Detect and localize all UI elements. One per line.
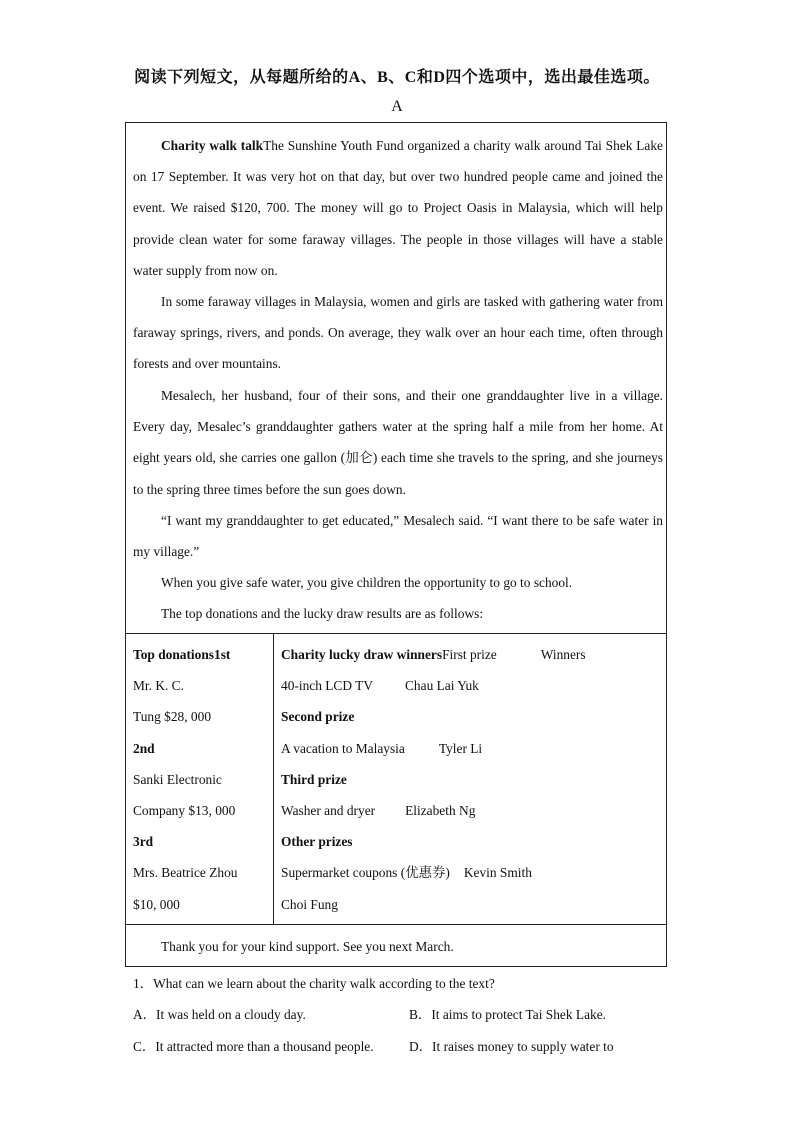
lucky-draw-heading: Charity lucky draw winners xyxy=(281,647,443,662)
paragraph-2: In some faraway villages in Malaysia, women and girls are tasked with gathering water from faraway springs, rivers, and ponds. On average, they walk over an hour each time, often through forests and over mountains. xyxy=(133,294,663,372)
table-bottom-divider xyxy=(126,924,666,925)
question-1-stem: 1．What can we learn about the charity walk according to the text? xyxy=(133,976,495,991)
instruction: 阅读下列短文，从每题所给的A、B、C和D四个选项中，选出最佳选项。 xyxy=(134,69,660,86)
paragraph-5: When you give safe water, you give children the opportunity to go to school. xyxy=(161,575,573,590)
option-b[interactable]: B．It aims to protect Tai Shek Lake. xyxy=(409,1007,607,1022)
table-top-divider xyxy=(126,633,666,634)
lucky-draw-cell: Charity lucky draw winnersFirst prize Winners 40-inch LCD TV Chau Lai Yuk Second prize A vacation to Malaysia Tyler Li Third prize Washer and dryer Elizabeth Ng Other prizes Supermarket coupons (优惠券) Kevin Smith Choi Fung xyxy=(281,647,586,912)
table-column-divider xyxy=(273,633,274,924)
donations-cell: Top donations1st Mr. K. C. Tung $28, 000 2nd Sanki Electronic Company $13, 000 3rd Mrs. Beatrice Zhou $10, 000 xyxy=(133,647,238,912)
passage-box xyxy=(125,122,667,967)
option-a[interactable]: A．It was held on a cloudy day. xyxy=(133,1007,306,1022)
paragraph-1: Charity walk talkThe Sunshine Youth Fund organized a charity walk around Tai Shek Lake on 17 September. It was very hot on that day, but over two hundred people came and joined the event. We raised $120, 700. The money will go to Project Oasis in Malaysia, which will help provide clean water for some faraway villages. The people in those villages will have a stable water supply from now on. xyxy=(133,138,663,278)
paragraph-3: Mesalech, her husband, four of their sons, and their one granddaughter live in a village. Every day, Mesalec’s granddaughter gathers water at the spring half a mile from her home. At eight years old, she carries one gallon (加仑) each time she travels to the spring, and she journeys to the spring three times before the sun goes down. xyxy=(133,388,663,497)
option-d[interactable]: D．It raises money to supply water to xyxy=(409,1039,614,1054)
donations-heading: Top donations xyxy=(133,647,215,662)
paragraph-6: The top donations and the lucky draw results are as follows: xyxy=(161,606,484,621)
section-letter: A xyxy=(391,98,403,115)
passage-title: Charity walk talk xyxy=(161,138,264,153)
closing-note: Thank you for your kind support. See you next March. xyxy=(161,939,454,954)
option-c[interactable]: C．It attracted more than a thousand people. xyxy=(133,1039,374,1054)
paragraph-4: “I want my granddaughter to get educated,” Mesalech said. “I want there to be safe water in my village.” xyxy=(133,513,663,560)
